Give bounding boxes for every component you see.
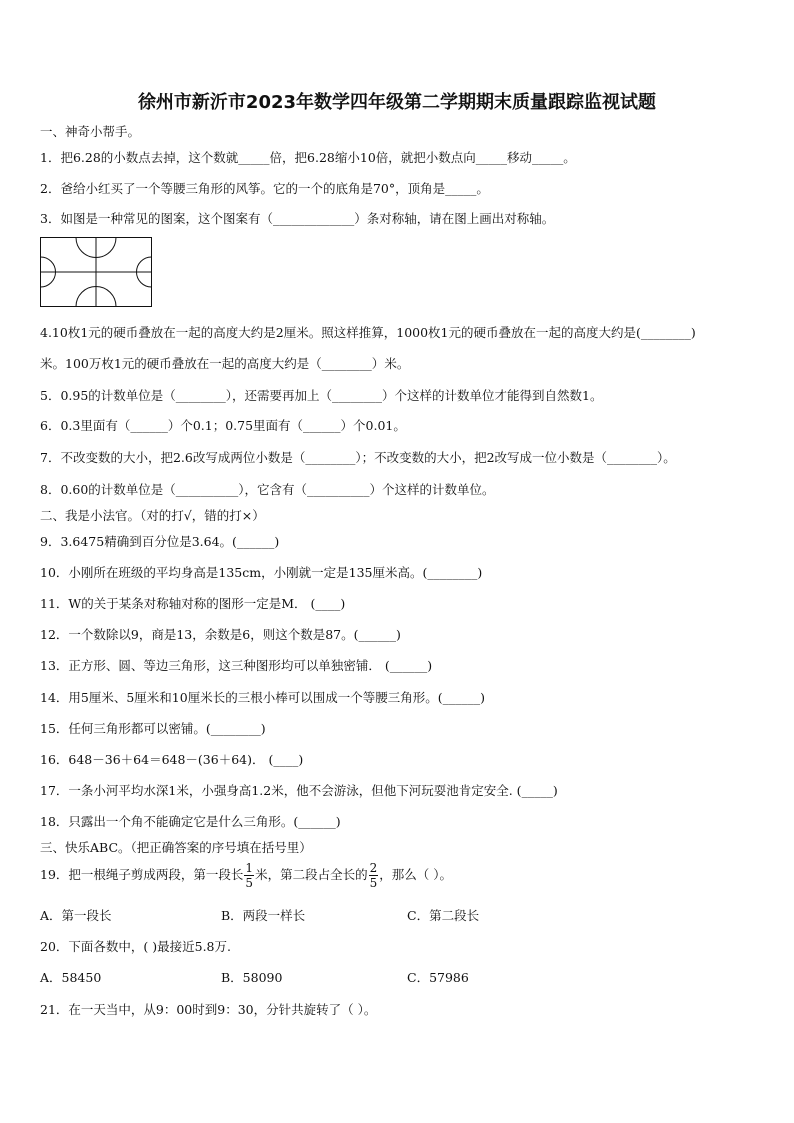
question-6: 6．0.3里面有（______）个0.1；0.75里面有（______）个0.01。 bbox=[40, 418, 406, 433]
question-4-line-1: 4.10枚1元的硬币叠放在一起的高度大约是2厘米。照这样推算，1000枚1元的硬币叠放在一起的高度大约是(________) bbox=[40, 325, 696, 340]
question-7: 7．不改变数的大小，把2.6改写成两位小数是（________）；不改变数的大小，把2改写成一位小数是（________）。 bbox=[40, 450, 676, 465]
question-19-text-1: 19．把一根绳子剪成两段，第一段长 bbox=[40, 867, 244, 882]
question-14: 14．用5厘米、5厘米和10厘米长的三根小棒可以围成一个等腰三角形。(______) bbox=[40, 690, 485, 705]
option-a[interactable]: A．第一段长 bbox=[40, 908, 112, 923]
fraction-numerator: 1 bbox=[245, 861, 254, 875]
question-17: 17．一条小河平均水深1米，小强身高1.2米，他不会游泳，但他下河玩耍池肯定安全. (_____) bbox=[40, 783, 558, 798]
question-18: 18．只露出一个角不能确定它是什么三角形。(______) bbox=[40, 814, 341, 829]
question-9: 9．3.6475精确到百分位是3.64。(______) bbox=[40, 534, 280, 549]
fraction-denominator: 5 bbox=[245, 876, 254, 890]
question-20: 20．下面各数中，( )最接近5.8万. bbox=[40, 939, 231, 954]
question-19-text-3: ，那么（ ）。 bbox=[379, 867, 452, 882]
option-b[interactable]: B．两段一样长 bbox=[221, 908, 306, 923]
question-19 bbox=[40, 858, 780, 892]
section-2-heading: 二、我是小法官。（对的打√，错的打×） bbox=[40, 508, 265, 523]
symmetry-pattern-figure bbox=[40, 237, 152, 307]
question-5: 5．0.95的计数单位是（________），还需要再加上（________）个这样的计数单位才能得到自然数1。 bbox=[40, 388, 603, 403]
section-1-heading: 一、神奇小帮手。 bbox=[40, 124, 141, 139]
question-10: 10．小刚所在班级的平均身高是135cm，小刚就一定是135厘米高。(________) bbox=[40, 565, 483, 580]
option-c[interactable]: C．第二段长 bbox=[407, 908, 480, 923]
question-3: 3．如图是一种常见的图案，这个图案有（_____________）条对称轴，请在图上画出对称轴。 bbox=[40, 211, 555, 226]
question-21: 21．在一天当中，从9：00时到9：30，分针共旋转了（ ）。 bbox=[40, 1002, 377, 1017]
fraction-numerator: 2 bbox=[369, 861, 378, 875]
option-b[interactable]: B．58090 bbox=[221, 970, 283, 985]
question-12: 12．一个数除以9，商是13，余数是6，则这个数是87。(______) bbox=[40, 627, 401, 642]
fraction-denominator: 5 bbox=[369, 876, 378, 890]
fraction-two-fifths bbox=[369, 862, 379, 889]
question-1: 1．把6.28的小数点去掉，这个数就_____倍，把6.28缩小10倍，就把小数点向_____移动_____。 bbox=[40, 150, 576, 165]
question-8: 8．0.60的计数单位是（__________），它含有（__________）个这样的计数单位。 bbox=[40, 482, 495, 497]
question-2: 2．爸给小红买了一个等腰三角形的风筝。它的一个的底角是70°，顶角是_____。 bbox=[40, 181, 489, 196]
section-3-heading: 三、快乐ABC。（把正确答案的序号填在括号里） bbox=[40, 840, 312, 855]
question-16: 16．648－36＋64＝648－(36＋64)． (____) bbox=[40, 752, 304, 767]
page-title: 徐州市新沂市2023年数学四年级第二学期期末质量跟踪监视试题 bbox=[137, 92, 657, 113]
option-a[interactable]: A．58450 bbox=[40, 970, 102, 985]
question-15: 15．任何三角形都可以密铺。(________) bbox=[40, 721, 266, 736]
question-13: 13．正方形、圆、等边三角形，这三种图形均可以单独密铺． (______) bbox=[40, 658, 433, 673]
question-19-text-2: 米，第二段占全长的 bbox=[255, 867, 368, 882]
option-c[interactable]: C．57986 bbox=[407, 970, 469, 985]
fraction-one-fifth bbox=[244, 862, 254, 889]
question-4-line-2: 米。100万枚1元的硬币叠放在一起的高度大约是（________）米。 bbox=[40, 356, 410, 371]
question-11: 11．W的关于某条对称轴对称的图形一定是M． (____) bbox=[40, 596, 346, 611]
